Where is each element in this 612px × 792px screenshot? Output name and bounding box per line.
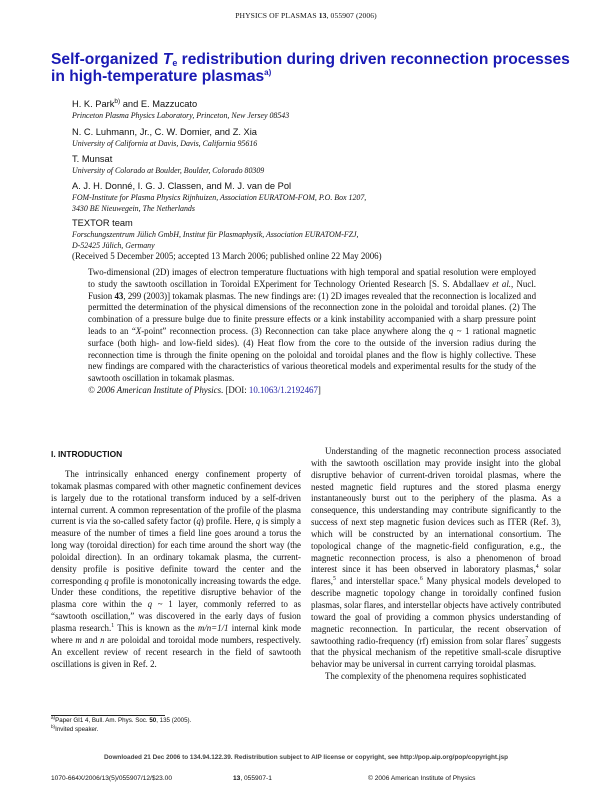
abstract-text: -point” reconnection process. (3) Reconnection can take place anywhere along the: [141, 325, 449, 336]
footer-page: , 055907-1: [240, 775, 272, 782]
footnote-text: Paper GI1 4, Bull. Am. Phys. Soc.: [55, 717, 150, 724]
paragraph: The complexity of the phenomena requires sophisticated: [325, 671, 527, 682]
body-text: m: [75, 634, 82, 645]
body-text: solar flares,: [311, 564, 561, 587]
copyright-notice: © 2006 American Institute of Physics: [88, 384, 222, 395]
author-name: and E. Mazzucato: [120, 99, 198, 109]
download-notice: Downloaded 21 Dec 2006 to 134.94.122.39. Redistribution subject to AIP license or copyright, see http://pop.aip.org/pop/copyright.jsp: [103, 754, 509, 761]
affiliation: University of Colorado at Boulder, Boulder, Colorado 80309: [72, 166, 265, 175]
title-text: in high-temperature plasmas: [51, 68, 265, 85]
running-head: [0, 11, 612, 20]
paragraph: [51, 469, 301, 670]
footer-volume: 13: [233, 775, 241, 782]
author-footnote-mark: b): [114, 98, 121, 105]
body-text: q: [104, 575, 109, 586]
author-names: TEXTOR team: [72, 218, 133, 228]
body-text: Many physical models developed to describe magnetic topology change in toroidally confined fusion plasmas, solar flares, and interstellar objects have actively contributed toward the goal of providing a common physics understanding of magnetic reconnection. In particular, the recent observation of sawtoothing radio-frequency (rf) emission from solar flares: [311, 576, 561, 646]
abstract-text: q: [448, 325, 454, 336]
body-text: The intrinsically enhanced energy confinement property of tokamak plasmas compared with other magnetic confinement devices is largely due to the rotational transform induced by a self-driven internal current. A common representation of the profile of the plasma current is via the so-called safety factor (: [51, 469, 301, 527]
journal-volume: 13: [318, 11, 327, 20]
author-name: H. K. Park: [72, 99, 115, 109]
reference-mark[interactable]: 4: [535, 564, 539, 571]
body-text: are poloidal and toroidal mode numbers, respectively. An excellent review of recent research in the field of sawtooth oscillations is given in Ref. 2.: [51, 634, 302, 669]
body-text: and: [81, 634, 101, 645]
affiliation: 3430 BE Nieuwegein, The Netherlands: [72, 204, 195, 213]
affiliation: University of California at Davis, Davis, California 95616: [72, 139, 258, 148]
abstract-text: Two-dimensional (2D) images of electron temperature fluctuations with high temporal and spatial resolution were employed to study the sawtooth oscillation in Toroidal EXperiment for Technology Oriented Research [S. S. Abdallaev: [88, 267, 536, 289]
abstract-text: X: [135, 325, 142, 336]
body-text: suggests that the physical mechanism of the repetitive small-scale disruptive behavior may be universal in current carrying toroidal plasmas.: [311, 635, 561, 670]
footnotes: [51, 716, 191, 734]
author-group-1: [72, 99, 552, 121]
affiliation: Forschungszentrum Jülich GmbH, Institut für Plasmaphysik, Association EURATOM-FZJ,: [72, 230, 359, 239]
body-text: q: [255, 516, 261, 527]
reference-mark[interactable]: 5: [332, 576, 336, 583]
abstract-text: , Nucl. Fusion: [88, 278, 536, 301]
author-group-4: [72, 181, 552, 214]
author-names: T. Munsat: [72, 154, 113, 164]
author-names: A. J. H. Donné, I. G. J. Classen, and M. J. van de Pol: [72, 181, 292, 191]
right-column: [311, 446, 561, 683]
body-text: internal kink mode where: [51, 622, 301, 645]
footnote-mark: b): [51, 724, 56, 729]
body-text: This is known as the: [114, 622, 198, 633]
section-heading: I. INTRODUCTION: [51, 449, 123, 459]
body-text: q: [196, 516, 201, 527]
reference-mark[interactable]: 6: [419, 576, 423, 583]
title-text: redistribution during driven reconnection processes: [177, 51, 570, 68]
body-text: is simply a measure of the number of times a field line goes around a torus the long way (toroidal direction) for each time around the short way (the poloidal direction). In an ordinary tokamak plasma, the current-density profile is positive definite toward the center and the corresponding: [51, 516, 301, 586]
left-column: [51, 469, 301, 670]
footer-issn: 1070-664X/2006/13(5)/055907/12/$23.00: [51, 775, 172, 782]
article-id: , 055907 (2006): [326, 11, 377, 20]
author-group-5: [72, 218, 552, 251]
abstract-text: et al.: [492, 278, 512, 289]
reference-mark[interactable]: 7: [525, 635, 529, 642]
abstract-text: , 299 (2003)] tokamak plasmas. The new findings are: (1) 2D images revealed that the reconnection is localized and permitted the determination of the physical dimensions of the reconnection zone in the poloidal and toroidal planes. (2) The combination of a pressure bulge due to finite pressure effects or a kink instability accompanied with a sharp pressure point leads to an “: [88, 290, 537, 336]
abstract-text: ~ 1 rational magnetic surface (both high- and low-field sides). (4) Heat flow from the core to the outside of the inversion radius during the reconnection time is through the finite opening on the poloidal and toroidal planes and the flow is highly collective. These new findings are compared with the characteristics of various theoretical models and experimental results for the study of the sawtooth oscillation in tokamak plasmas.: [88, 325, 537, 384]
footnote-text: 50: [149, 717, 157, 724]
affiliation: Princeton Plasma Physics Laboratory, Princeton, New Jersey 08543: [72, 111, 290, 120]
body-text: q: [147, 599, 153, 610]
abstract: [88, 267, 536, 397]
author-group-3: [72, 154, 552, 176]
journal-name: PHYSICS OF PLASMAS: [235, 11, 317, 20]
received-dates: (Received 5 December 2005; accepted 13 March 2006; published online 22 May 2006): [72, 251, 382, 261]
affiliation: FOM-Institute for Plasma Physics Rijnhuizen, Association EURATOM-FOM, P.O. Box 1207,: [72, 193, 367, 202]
footnote: [51, 716, 191, 725]
title-symbol-sub: e: [172, 58, 178, 68]
body-text: m/n=1/1: [197, 622, 229, 633]
abstract-text: . [DOI:: [221, 384, 249, 395]
body-text: n: [100, 634, 105, 645]
paragraph: [311, 446, 561, 671]
doi-link[interactable]: 10.1063/1.2192467: [248, 384, 318, 395]
abstract-text: 43: [114, 290, 124, 301]
footer-copyright: © 2006 American Institute of Physics: [368, 775, 476, 782]
paper-title: [51, 51, 571, 85]
title-text: Self-organized: [51, 51, 163, 68]
author-group-2: [72, 127, 552, 149]
title-symbol-T: T: [162, 51, 173, 68]
footnote-text: Invited speaker.: [55, 726, 99, 733]
body-text: ) profile. Here,: [200, 516, 256, 527]
abstract-text: ]: [317, 384, 321, 395]
author-names: N. C. Luhmann, Jr., C. W. Domier, and Z. Xia: [72, 127, 257, 137]
footer-page-number: [233, 775, 272, 782]
footnote: [51, 725, 191, 734]
footnote-mark: a): [51, 715, 56, 720]
body-text: profile is monotonically increasing towards the edge. Under these conditions, the repetitive disruptive behavior of the plasma core within the: [51, 575, 301, 610]
body-text: and interstellar space.: [335, 576, 420, 587]
body-text: ~ 1 layer, commonly referred to as “sawtooth oscillation,” was discovered in the early days of fusion plasma research.: [51, 599, 301, 633]
footnote-text: , 135 (2005).: [156, 717, 192, 724]
affiliation: D-52425 Jülich, Germany: [72, 241, 155, 250]
author-names: [72, 99, 552, 110]
body-text: Understanding of the magnetic reconnection process associated with the sawtooth oscillation may provide insight into the global disruptive behavior of current-driven toroidal plasmas, where the nested magnetic field ruptures and the stored plasma energy instantaneously burst out to the periphery of the plasma. As a consequence, this understanding may contribute significantly to the success of next step magnetic fusion devices such as ITER (Ref. 3), which will be constructed by an international consortium. The topological change of the magnetic-field configuration, e.g., the magnetic reconnection process, is also a phenomenon of broad interest since it has been observed in laboratory plasmas,: [311, 446, 561, 575]
title-footnote-mark: a): [264, 68, 272, 77]
reference-mark[interactable]: 1: [111, 622, 115, 629]
